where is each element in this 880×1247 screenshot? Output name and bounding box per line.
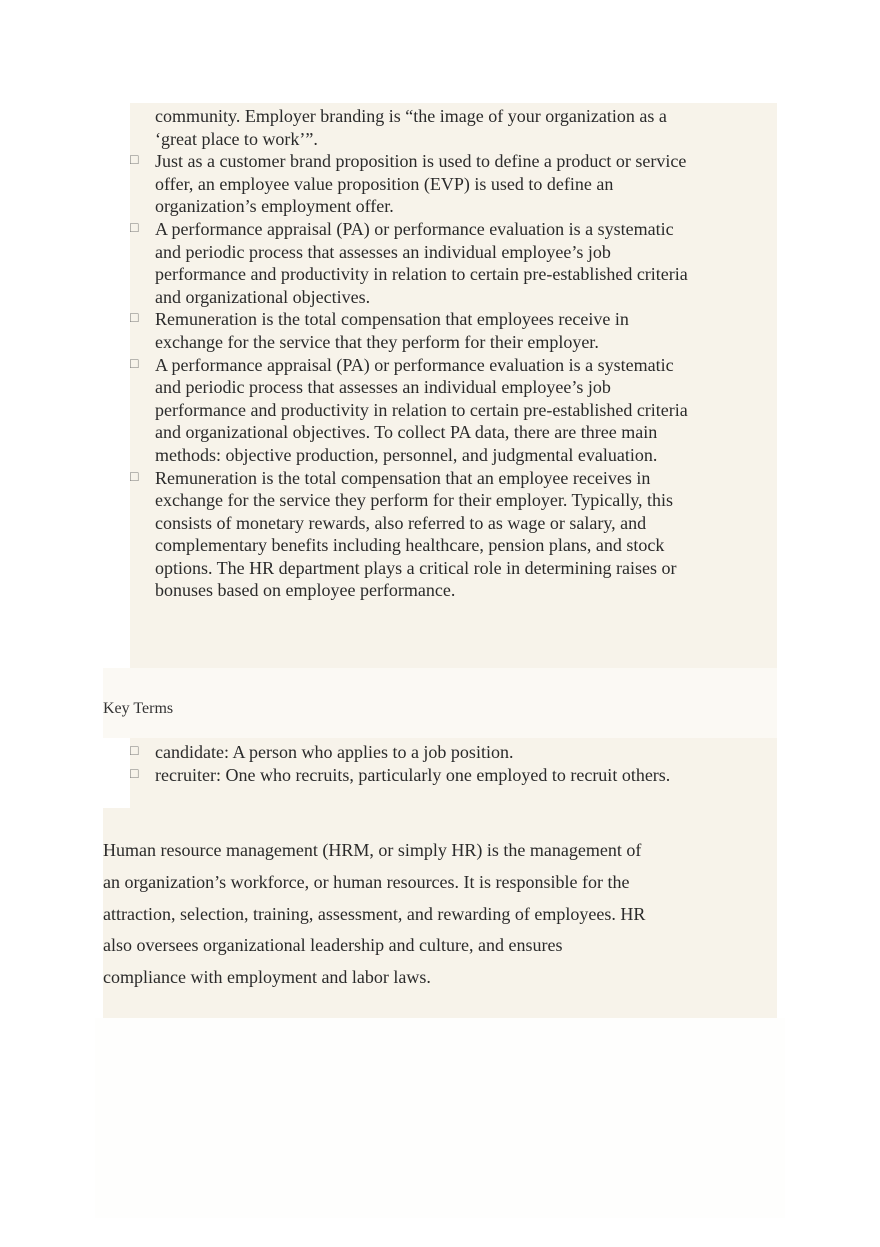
list-item — [130, 764, 690, 787]
list-item-text: recruiter: One who recruits, particularly one employed to recruit others. — [155, 764, 671, 785]
list-item-text: A performance appraisal (PA) or performance evaluation is a systematic and periodic process that assesses an individual employee’s job performance and productivity in relation to certain pre-established criteria and organizational objectives. — [155, 218, 688, 307]
highlight-block — [103, 668, 777, 738]
key-terms-list — [130, 741, 690, 786]
list-item — [130, 354, 690, 467]
list-item-text: A performance appraisal (PA) or performance evaluation is a systematic and periodic process that assesses an individual employee’s job performance and productivity in relation to certain pre-established criteria and organizational objectives. To collect PA data, there are three main methods: objective production, personnel, and judgmental evaluation. — [155, 354, 688, 465]
list-item-text: community. Employer branding is “the image of your organization as a ‘great place to work’”. — [155, 106, 667, 149]
list-item — [130, 741, 690, 764]
list-item — [130, 308, 690, 353]
checkbox-bullet-icon: □ — [130, 744, 139, 759]
hrm-definition-paragraph: Human resource management (HRM, or simply HR) is the management of an organization’s workforce, or human resources. It is responsible for the attraction, selection, training, assessment, and rewarding of employees. HR also oversees organizational leadership and culture, and ensures compliance with employment and labor laws. — [103, 840, 646, 988]
list-item-continuation — [130, 105, 690, 150]
checkbox-bullet-icon: □ — [130, 153, 139, 169]
list-item-text: Remuneration is the total compensation that an employee receives in exchange for the service they perform for their employer. Typically, this consists of monetary rewards, also referred to as wage or salary, and complementary benefits including healthcare, pension plans, and stock options. The HR department plays a critical role in determining raises or bonuses based on employee performance. — [155, 467, 677, 601]
checkbox-bullet-icon: □ — [130, 311, 139, 327]
checkbox-bullet-icon: □ — [130, 469, 139, 485]
list-item-text: candidate: A person who applies to a job position. — [155, 742, 514, 762]
list-item-text: Just as a customer brand proposition is used to define a product or service offer, an employee value proposition (EVP) is used to define an organization’s employment offer. — [155, 151, 687, 217]
list-item-text: Remuneration is the total compensation that employees receive in exchange for the service that they perform for their employer. — [155, 309, 629, 352]
checkbox-bullet-icon: □ — [130, 220, 139, 236]
highlight-block — [95, 1018, 785, 1218]
list-item — [130, 150, 690, 218]
summary-bullet-list — [130, 105, 690, 602]
key-terms-heading: Key Terms — [103, 700, 174, 717]
checkbox-bullet-icon: □ — [130, 766, 139, 782]
list-item — [130, 467, 690, 603]
checkbox-bullet-icon: □ — [130, 356, 139, 372]
list-item — [130, 218, 690, 308]
